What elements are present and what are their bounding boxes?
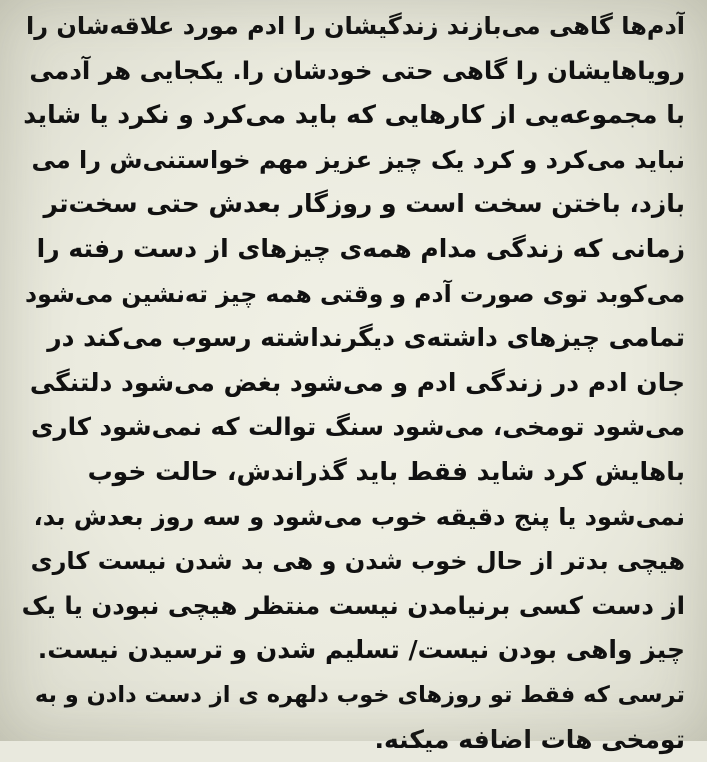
text-line-11: باهایش کرد شاید فقط باید گذراندش، حالت خوب [22,450,685,495]
text-line-16: ترسی که فقط تو روزهای خوب دلهره ی از دست دادن و به [22,673,685,718]
text-line-5: بازد، باختن سخت است و روزگار بعدش حتی سخت‌تر [22,182,685,227]
text-line-9: جان ادم در زندگی ادم و می‌شود بغض می‌شود دلتنگی [22,361,685,406]
text-line-17: تومخی هات اضافه میکنه. [22,718,685,762]
text-line-7: می‌کوبد توی صورت آدم و وقتی همه چیز ته‌نشین می‌شود [22,272,685,317]
text-line-4: نباید می‌کرد و کرد یک چیز عزیز مهم خواستنی‌ش را می [22,138,685,183]
text-line-14: از دست کسی برنیامدن نیست منتظر هیچی نبودن یا یک [22,584,685,629]
text-line-2: رویاهایشان را گاهی حتی خودشان را. یکجایی هر آدمی [22,49,685,94]
text-line-1: آدم‌ها گاهی می‌بازند زندگیشان را ادم مورد علاقه‌شان را [22,4,685,49]
text-line-3: با مجموعه‌یی از کارهایی که باید می‌کرد و نکرد یا شاید [22,93,685,138]
text-line-13: هیچی بدتر از حال خوب شدن و هی بد شدن نیست کاری [22,539,685,584]
text-line-15: چیز واهی بودن نیست/ تسلیم شدن و ترسیدن نیست. [22,628,685,673]
text-line-12: نمی‌شود یا پنج دقیقه خوب می‌شود و سه روز بعدش بد، [22,495,685,540]
persian-text-block [22,4,685,762]
text-line-6: زمانی که زندگی مدام همه‌ی چیزهای از دست رفته را [22,227,685,272]
text-line-10: می‌شود تومخی، می‌شود سنگ توالت که نمی‌شود کاری [22,405,685,450]
text-line-8: تمامی چیزهای داشته‌ی دیگرنداشته رسوب می‌کند در [22,316,685,361]
